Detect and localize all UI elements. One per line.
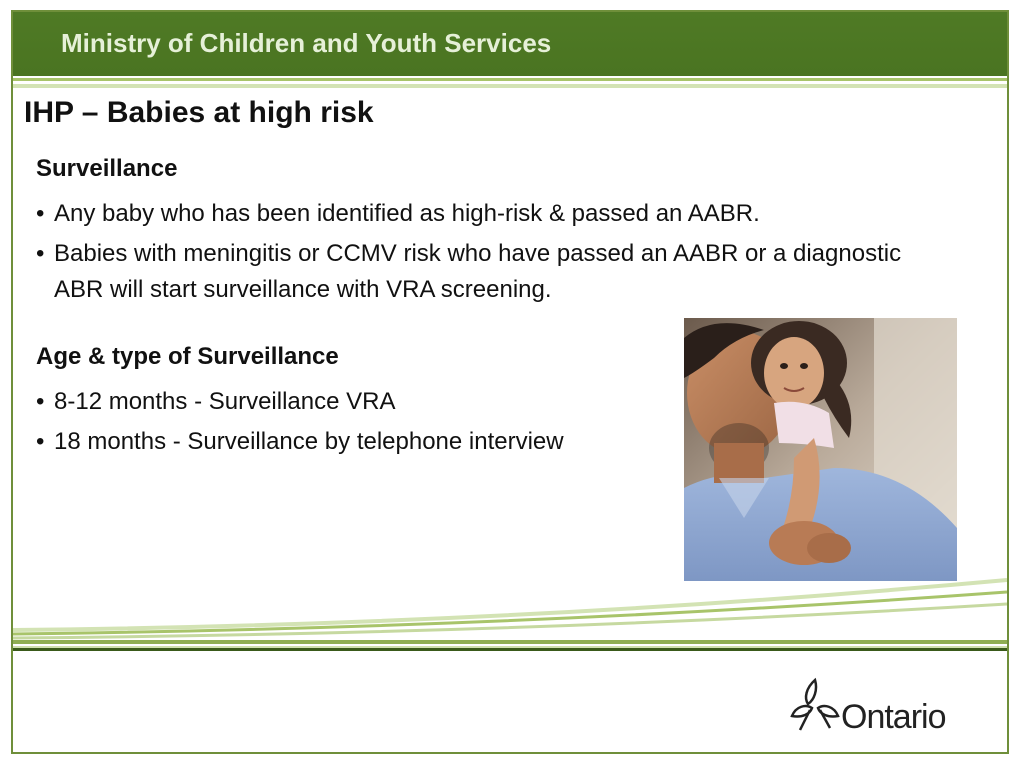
photo-illustration xyxy=(684,318,957,581)
section-heading: Surveillance xyxy=(36,155,178,182)
bullet-item xyxy=(36,196,916,232)
header-divider-light xyxy=(13,78,1007,81)
trillium-icon xyxy=(786,676,844,734)
section-surveillance xyxy=(36,152,916,308)
decorative-swooshes xyxy=(13,570,1007,660)
bullet-text: 8-12 months - Surveillance VRA xyxy=(54,388,396,415)
header-divider-pale xyxy=(13,84,1007,88)
bullet-icon: • xyxy=(36,240,45,267)
bullet-text: Any baby who has been identified as high-risk & passed an AABR. xyxy=(54,200,760,227)
father-daughter-photo xyxy=(684,318,957,581)
section-heading: Age & type of Surveillance xyxy=(36,343,339,370)
bullet-text: 18 months - Surveillance by telephone interview xyxy=(54,428,564,455)
slide-title: IHP – Babies at high risk xyxy=(24,96,374,129)
bullet-icon: • xyxy=(36,428,45,455)
bullet-text: Babies with meningitis or CCMV risk who have passed an AABR or a diagnostic ABR will start surveillance with VRA screening. xyxy=(54,240,902,303)
header-bar xyxy=(13,12,1007,76)
bullet-icon: • xyxy=(36,388,45,415)
bullet-item xyxy=(36,236,924,308)
ontario-logo xyxy=(786,676,956,740)
ministry-title: Ministry of Children and Youth Services xyxy=(61,28,552,58)
ontario-wordmark: Ontario xyxy=(841,698,946,736)
bullet-icon: • xyxy=(36,200,45,227)
